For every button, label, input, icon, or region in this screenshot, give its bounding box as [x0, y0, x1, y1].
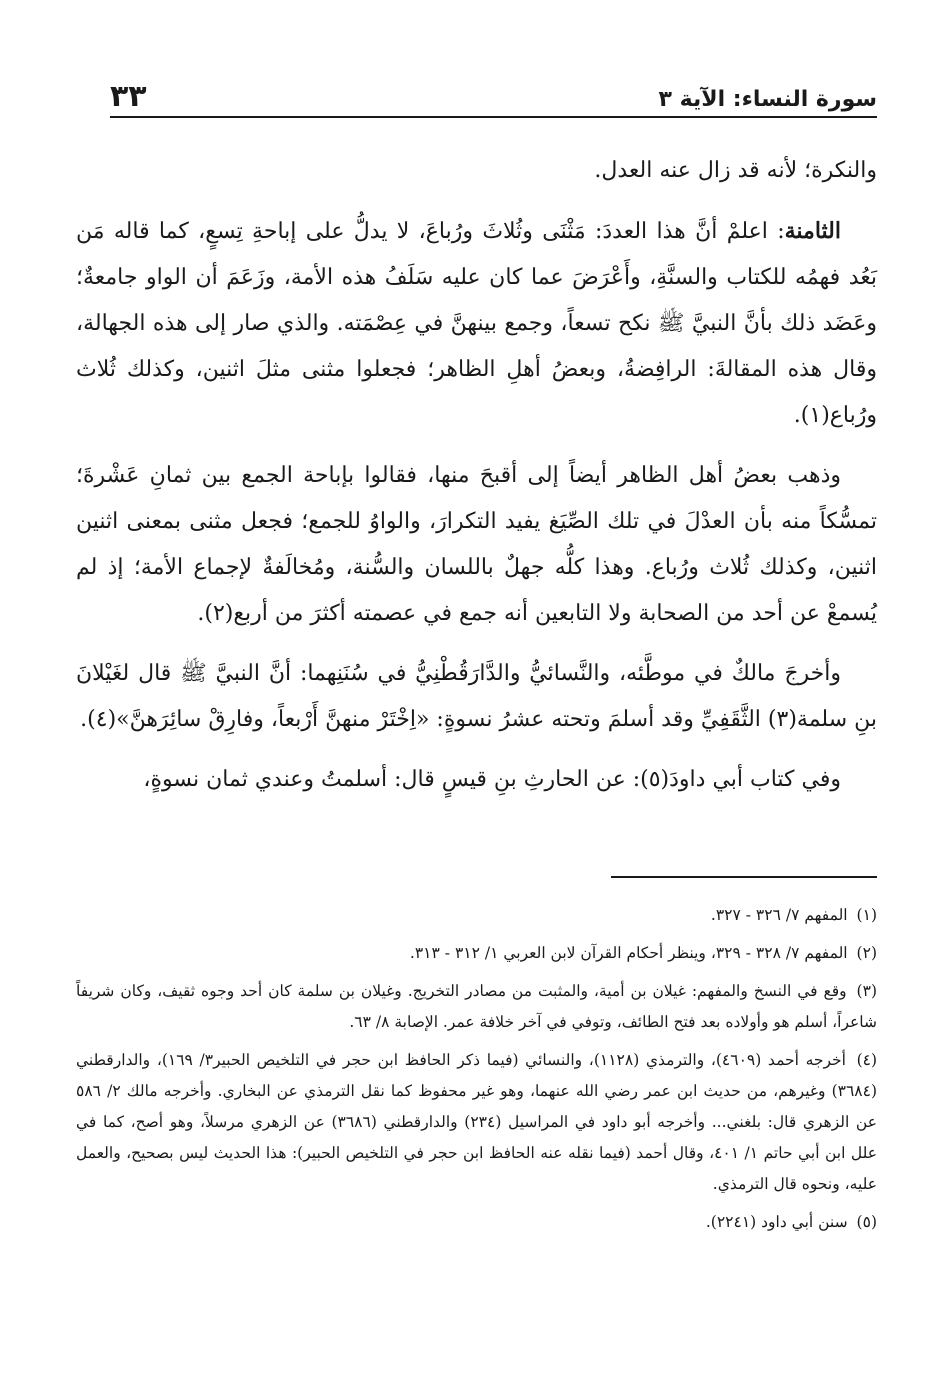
footnote-3-number: (٣): [856, 982, 877, 1000]
paragraph-2: [76, 208, 877, 439]
paragraph-1-text: والنكرة؛ لأنه قد زال عنه العدل.: [594, 158, 877, 183]
running-title: سورة النساء: الآية ٣: [658, 87, 877, 112]
main-text: [76, 148, 877, 817]
footnote-5: [76, 1207, 877, 1238]
footnote-5-number: (٥): [856, 1213, 877, 1231]
page-number: ٣٣: [110, 79, 147, 114]
paragraph-1: [76, 148, 877, 194]
paragraph-4-text: وأخرجَ مالكٌ في موطَّئه، والنَّسائيُّ والدَّارَقُطْنِيُّ في سُنَنِهما: أنَّ النبيَّ ﷺ قال لغَيْلانَ بنِ سلمة(٣) الثَّقَفِيِّ وقد أسلمَ وتحته عشرُ نسوةٍ: «اِخْتَرْ منهنَّ أَرْبعاً، وفارِقْ سائِرَهنَّ»(٤).: [76, 661, 877, 732]
footnote-2-text: المفهم ٧/ ٣٢٨ - ٣٢٩، وينظر أحكام القرآن لابن العربي ١/ ٣١٢ - ٣١٣.: [409, 944, 848, 962]
paragraph-3: [76, 453, 877, 637]
paragraph-5: [76, 757, 877, 803]
page-header: [110, 66, 877, 118]
footnote-3-text: وقع في النسخ والمفهم: غيلان بن أمية، والمثبت من مصادر التخريج. وغيلان بن سلمة كان أحد وجوه ثقيف، وكان شريفاً شاعراً، أسلم هو وأولاده بعد فتح الطائف، وتوفي في آخر خلافة عمر. الإصابة ٨/ ٦٣.: [76, 982, 877, 1031]
footnotes: [76, 900, 877, 1245]
paragraph-2-lead: الثامنة: [784, 218, 841, 244]
footnote-2: [76, 938, 877, 969]
paragraph-4: [76, 651, 877, 743]
footnote-1-text: المفهم ٧/ ٣٢٦ - ٣٢٧.: [710, 906, 848, 924]
paragraph-2-text: : اعلمْ أنَّ هذا العددَ: مَثْنَى وثُلاثَ ورُباعَ، لا يدلُّ على إباحةِ تِسعٍ، كما قاله مَن بَعُد فهمُه للكتاب والسنَّةِ، وأَعْرَضَ عما كان عليه سَلَفُ هذه الأمة، وزَعَمَ أن الواو جامعةٌ؛ وعَضَد ذلك بأنَّ النبيَّ ﷺ نكح تسعاً، وجمع بينهنَّ في عِصْمَته. والذي صار إلى هذه الجهالة، وقال هذه المقالةَ: الرافِضةُ، وبعضُ أهلِ الظاهر؛ فجعلوا مثنى مثلَ اثنين، وكذلك ثُلاث ورُباع(١).: [76, 219, 877, 428]
footnote-separator: [611, 876, 877, 878]
footnote-2-number: (٢): [856, 944, 877, 962]
footnote-1-number: (١): [856, 906, 877, 924]
paragraph-5-text: وفي كتاب أبي داودَ(٥): عن الحارثِ بنِ قيسٍ قال: أسلمتُ وعندي ثمان نسوةٍ،: [143, 767, 841, 792]
footnote-4-number: (٤): [856, 1051, 878, 1069]
footnote-5-text: سنن أبي داود (٢٢٤١).: [705, 1213, 848, 1231]
paragraph-3-text: وذهب بعضُ أهل الظاهر أيضاً إلى أقبحَ منها، فقالوا بإباحة الجمع بين ثمانِ عَشْرةَ؛ تمسُّكاً منه بأن العدْلَ في تلك الصِّيَغ يفيد التكرارَ، والواوُ للجمع؛ فجعل مثنى بمعنى اثنين اثنين، وكذلك ثُلاث ورُباع. وهذا كلُّه جهلٌ باللسان والسُّنة، ومُخالَفةٌ لإجماع الأمة؛ إذ لم يُسمعْ عن أحد من الصحابة ولا التابعين أنه جمع في عصمته أكثرَ من أربع(٢).: [76, 463, 877, 626]
footnote-1: [76, 900, 877, 931]
footnote-4: [76, 1045, 877, 1200]
footnote-4-text: أخرجه أحمد (٤٦٠٩)، والترمذي (١١٢٨)، والنسائي (فيما ذكر الحافظ ابن حجر في التلخيص الحبير٣/ ١٦٩)، والدارقطني (٣٦٨٤) وغيرهم، من حديث ابن عمر رضي الله عنهما، وهو غير محفوظ كما نقل الترمذي عن البخاري. وأخرجه مالك ٢/ ٥٨٦ عن الزهري قال: بلغني... وأخرجه أبو داود في المراسيل (٢٣٤) والدارقطني (٣٦٨٦) عن الزهري مرسلاً، وهو أصح، كما في علل ابن أبي حاتم ١/ ٤٠١، وقال أحمد (فيما نقله عنه الحافظ ابن حجر في التلخيص الحبير): هذا الحديث ليس بصحيح، والعمل عليه، ونحوه قال الترمذي.: [76, 1051, 878, 1193]
footnote-3: [76, 976, 877, 1038]
